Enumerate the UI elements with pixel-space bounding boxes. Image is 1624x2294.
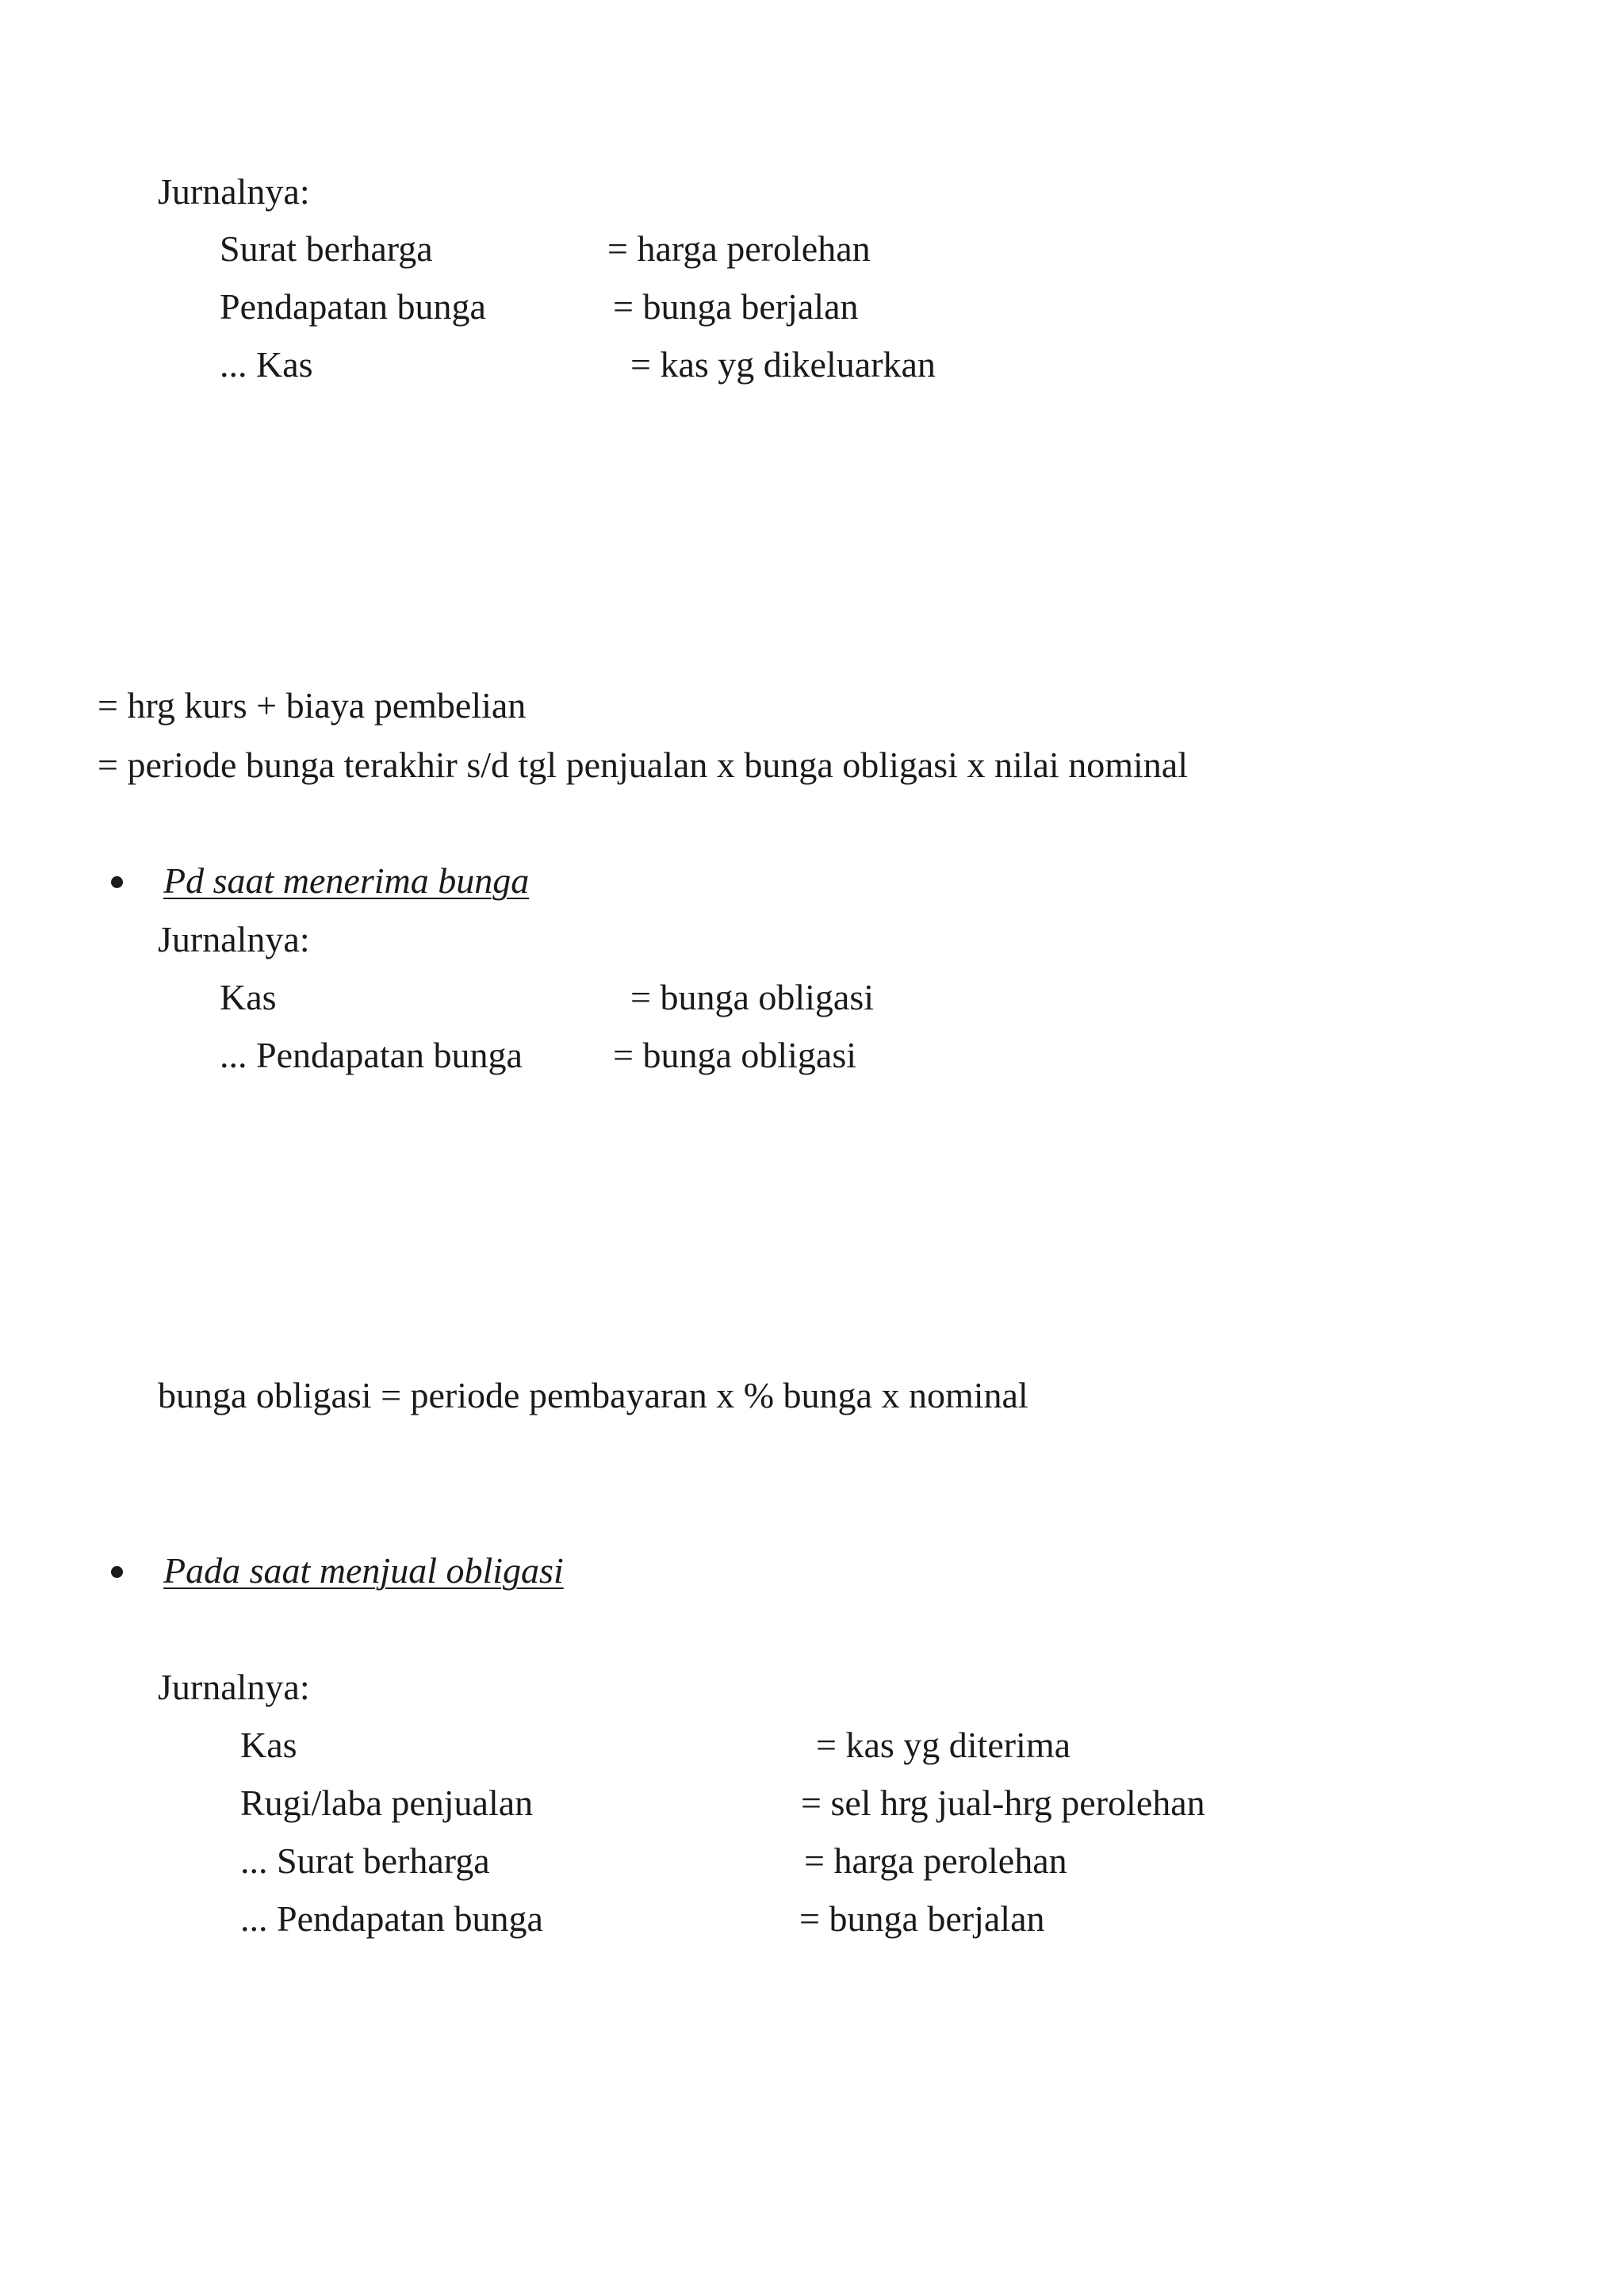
journal-value: = harga perolehan (607, 228, 871, 269)
formula-line: bunga obligasi = periode pembayaran x % bunga x nominal (158, 1375, 1028, 1415)
journal-account: Surat berharga (220, 228, 433, 269)
journal-account: ... Pendapatan bunga (240, 1898, 543, 1939)
journal-value: = harga perolehan (804, 1840, 1067, 1881)
journal-account: ... Surat berharga (240, 1840, 490, 1881)
section-heading: Pada saat menjual obligasi (163, 1550, 564, 1591)
journal-account: ... Pendapatan bunga (220, 1035, 523, 1075)
formula-line: = periode bunga terakhir s/d tgl penjualan x bunga obligasi x nilai nominal (98, 745, 1188, 785)
journal-account: Rugi/laba penjualan (240, 1783, 534, 1823)
formula-line: = hrg kurs + biaya pembelian (98, 685, 527, 726)
journal-value: = bunga berjalan (799, 1898, 1045, 1939)
journal-label: Jurnalnya: (158, 919, 310, 959)
journal-value: = sel hrg jual-hrg perolehan (801, 1783, 1205, 1823)
journal-account: ... Kas (220, 344, 313, 385)
journal-label: Jurnalnya: (158, 1667, 310, 1707)
journal-value: = kas yg diterima (816, 1725, 1071, 1765)
journal-account: Kas (240, 1725, 297, 1765)
section-heading: Pd saat menerima bunga (163, 860, 530, 901)
journal-value: = bunga berjalan (613, 286, 859, 327)
journal-value: = bunga obligasi (630, 977, 875, 1017)
bullet-icon (111, 1566, 123, 1578)
journal-label: Jurnalnya: (158, 171, 310, 212)
bullet-icon (111, 876, 123, 888)
journal-value: = kas yg dikeluarkan (630, 344, 936, 385)
journal-value: = bunga obligasi (613, 1035, 857, 1075)
journal-account: Pendapatan bunga (220, 286, 486, 327)
journal-account: Kas (220, 977, 277, 1017)
